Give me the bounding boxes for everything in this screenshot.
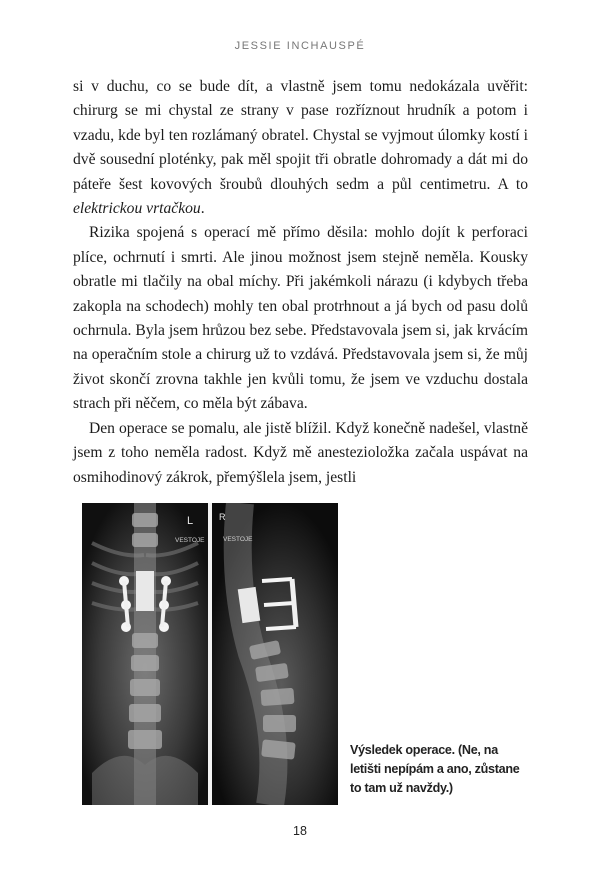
- paragraph-1-emphasis: elektrickou vrtačkou: [73, 200, 201, 218]
- paragraph-2: Rizika spojená s operací mě přímo děsila: mohlo dojít k perforaci plíce, ochrnutí i smrti. Ale jinou možnost jsem stejně neměla. Kousky obratle mi tlačily na obal míchy. Při jakémkoli nárazu (i kdybych třeba zakopla na schodech) mohly ten obal protrhnout a já bych od pasu dolů ochrnula. Byla jsem hrůzou bez sebe. Představovala jsem si, jak krvácím na operačním stole a chirurg už to vzdává. Představovala jsem si, že můj život skončí zrovna takhle jen kvůli tomu, že jsem ve vzduchu dostala strach při něčem, co měla být zábava.: [73, 224, 528, 413]
- page-number: 18: [293, 824, 307, 838]
- body-text: [73, 75, 528, 490]
- paragraph-1-end: .: [200, 200, 205, 218]
- right-tag: VESTOJE: [223, 536, 253, 543]
- left-tag: VESTOJE: [175, 537, 205, 544]
- figure-caption: Výsledek operace. (Ne, na letišti nepípám a ano, zůstane to tam už navždy.): [350, 743, 520, 795]
- paragraph-3: Den operace se pomalu, ale jistě blížil. Když konečně nadešel, vlastně jsem z toho neměla radost. Když mě anestezioložka začala uspávat na osmihodinový zákrok, přemýšlela jsem, jestli: [73, 419, 528, 486]
- paragraph-1: [73, 75, 528, 221]
- paragraph-1-text: si v duchu, co se bude dít, a vlastně jsem tomu nedokázala uvěřit: chirurg se mi chystal ze strany v pase rozříznout hrudník a potom i vzadu, kde byl ten rozlámaný obratel. Chystal se vyjmout úlomky kostí i dvě sousední ploténky, pak měl spojit tři obratle dohromady a dát mi do páteře šest kovových šroubů dlouhých sedm a půl centimetru. A to: [73, 78, 528, 193]
- running-head: JESSIE INCHAUSPÉ: [234, 40, 366, 52]
- right-label: R: [219, 512, 226, 522]
- xray-image: [82, 503, 338, 805]
- xray-figure: [82, 503, 338, 805]
- frontal-xray: [82, 503, 208, 805]
- lateral-xray: [212, 503, 338, 805]
- left-label: L: [187, 515, 194, 527]
